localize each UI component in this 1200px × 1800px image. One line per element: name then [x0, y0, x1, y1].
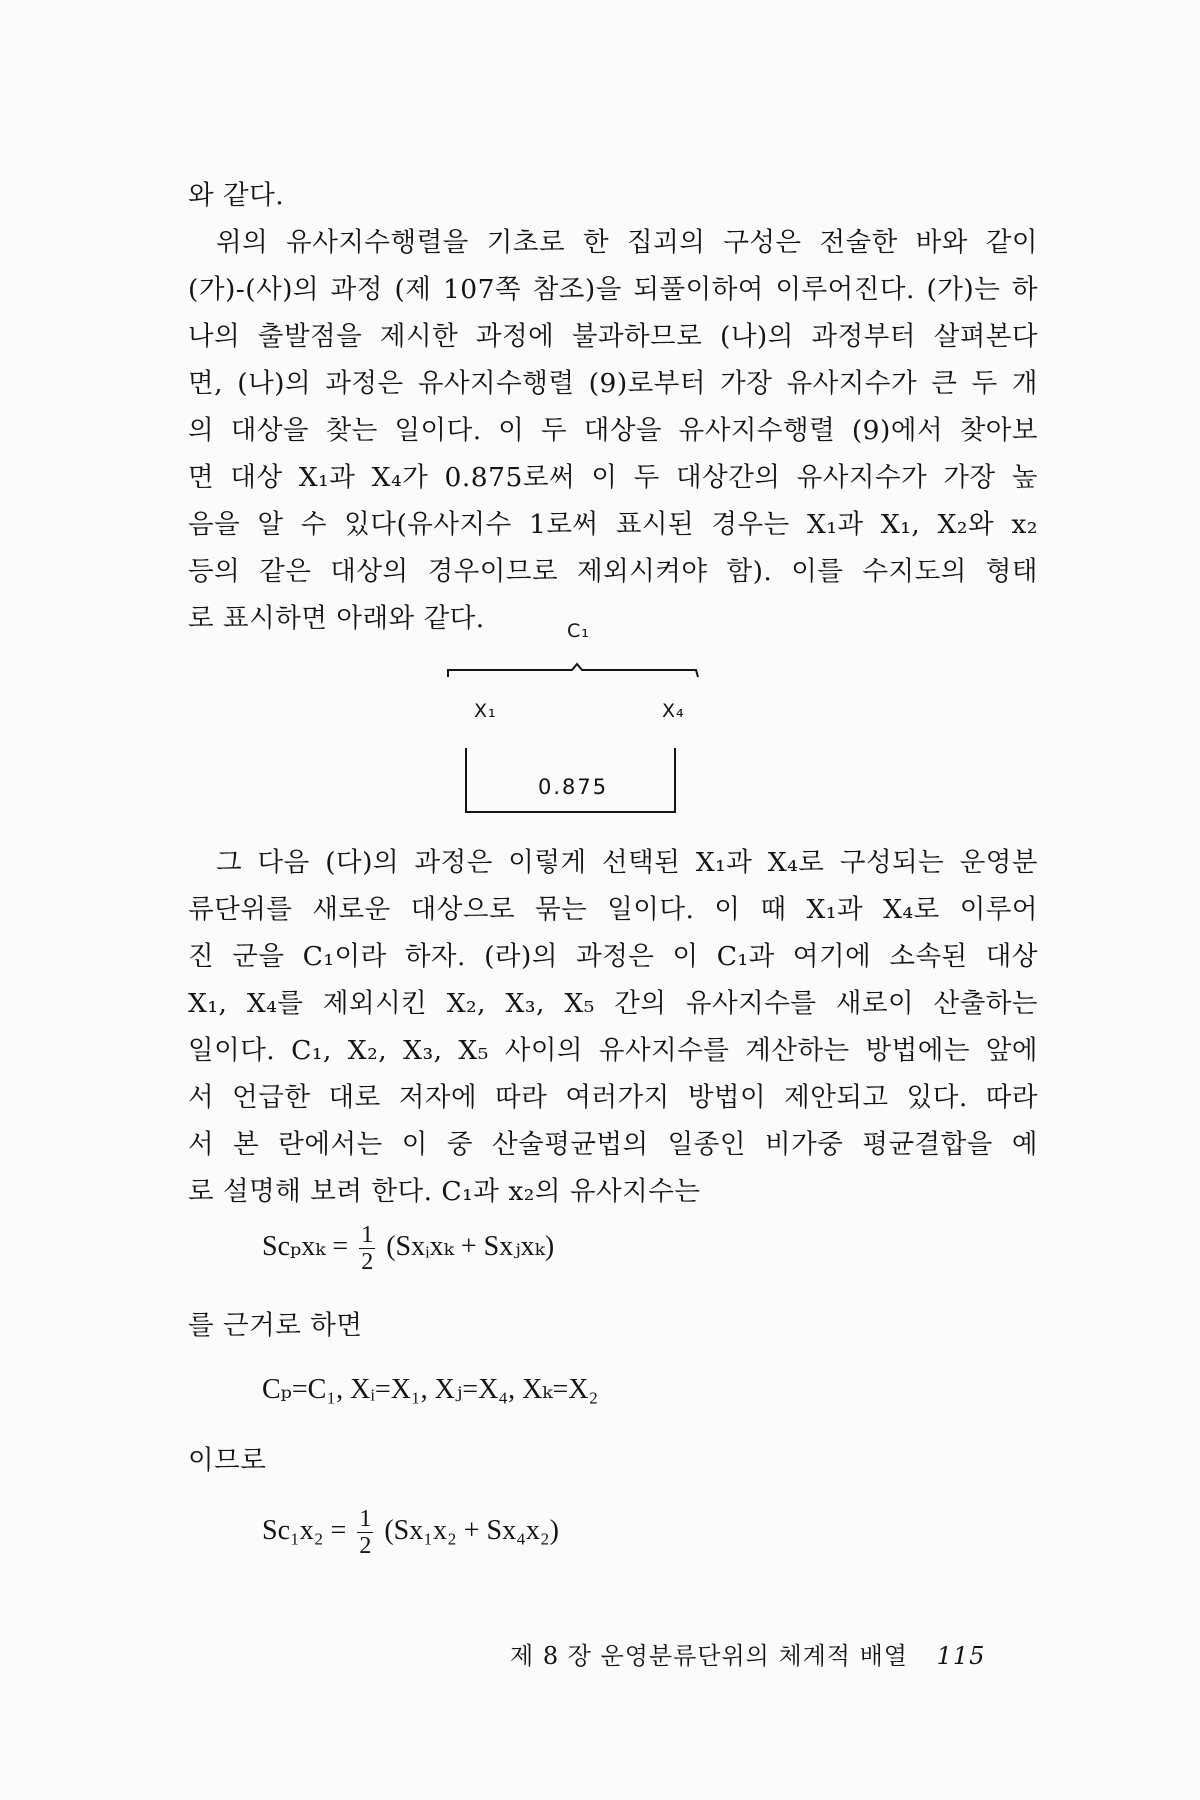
- text-line: 그 다음 (다)의 과정은 이렇게 선택된 X₁과 X₄로 구성되는 운영분: [216, 847, 1038, 878]
- text-line: 면, (나)의 과정은 유사지수행렬 (9)로부터 가장 유사지수가 큰 두 개: [188, 368, 1038, 399]
- text-line: (가)-(사)의 과정 (제 107쪽 참조)을 되풀이하여 이루어진다. (가)는 하: [188, 274, 1038, 305]
- text-line: 이므로: [188, 1445, 267, 1476]
- formula-lhs: Sc₁x₂ =: [262, 1514, 347, 1546]
- text-line: 음을 알 수 있다(유사지수 1로써 표시된 경우는 X₁과 X₁, X₂와 x₂: [188, 509, 1038, 540]
- fraction: [359, 1222, 375, 1275]
- running-footer: [510, 1636, 985, 1671]
- dendrogram: [440, 620, 710, 820]
- text-line: 를 근거로 하면: [188, 1310, 363, 1341]
- text-line: 진 군을 C₁이라 하자. (라)의 과정은 이 C₁과 여기에 소속된 대상: [188, 941, 1038, 972]
- fraction-numerator: 1: [361, 1222, 374, 1248]
- formula-rhs: (Sxᵢxₖ + Sxⱼxₖ): [386, 1230, 555, 1262]
- formula-similarity-c1-x2: [262, 1506, 559, 1559]
- formula-rhs: (Sx₁x₂ + Sx₄x₂): [384, 1514, 559, 1546]
- text-line: 로 표시하면 아래와 같다.: [188, 603, 485, 634]
- text-line: X₁, X₄를 제외시킨 X₂, X₃, X₅ 간의 유사지수를 새로이 산출하는: [188, 988, 1038, 1019]
- text-line: 서 언급한 대로 저자에 따라 여러가지 방법이 제안되고 있다. 따라: [188, 1082, 1038, 1113]
- cluster-label: C₁: [567, 620, 590, 642]
- formula-similarity-general: [262, 1222, 554, 1275]
- fraction-denominator: 2: [361, 1249, 374, 1275]
- intro-paragraph: [188, 172, 1038, 642]
- second-paragraph: [188, 839, 1038, 1215]
- formula-substitution: Cₚ=C₁, Xᵢ=X₁, Xⱼ=X₄, Xₖ=X₂: [262, 1374, 599, 1405]
- text-line: 등의 같은 대상의 경우이므로 제외시켜야 함). 이를 수지도의 형태: [188, 556, 1038, 587]
- leaf-label-right: X₄: [662, 700, 685, 722]
- formula-lhs: Scₚxₖ =: [262, 1230, 349, 1262]
- chapter-title: 제 8 장 운영분류단위의 체계적 배열: [510, 1642, 908, 1670]
- cluster-bracket: [448, 664, 698, 677]
- text-line: 나의 출발점을 제시한 과정에 불과하므로 (나)의 과정부터 살펴본다: [188, 321, 1038, 352]
- fraction-denominator: 2: [359, 1533, 372, 1559]
- page-number: 115: [936, 1642, 986, 1670]
- text-line: 위의 유사지수행렬을 기초로 한 집괴의 구성은 전술한 바와 같이: [216, 227, 1038, 258]
- text-line: 로 설명해 보려 한다. C₁과 x₂의 유사지수는: [188, 1176, 701, 1207]
- fraction-numerator: 1: [359, 1506, 372, 1532]
- similarity-value: 0.875: [538, 775, 609, 799]
- text-line: 의 대상을 찾는 일이다. 이 두 대상을 유사지수행렬 (9)에서 찾아보: [188, 415, 1038, 446]
- leaf-label-left: X₁: [474, 700, 497, 722]
- text-line: 일이다. C₁, X₂, X₃, X₅ 사이의 유사지수를 계산하는 방법에는 앞에: [188, 1035, 1038, 1066]
- text-line: 와 같다.: [188, 180, 285, 211]
- text-line: 서 본 란에서는 이 중 산술평균법의 일종인 비가중 평균결합을 예: [188, 1129, 1038, 1160]
- text-line: 류단위를 새로운 대상으로 묶는 일이다. 이 때 X₁과 X₄로 이루어: [188, 894, 1038, 925]
- fraction: [357, 1506, 373, 1559]
- text-line: 면 대상 X₁과 X₄가 0.875로써 이 두 대상간의 유사지수가 가장 높: [188, 462, 1038, 493]
